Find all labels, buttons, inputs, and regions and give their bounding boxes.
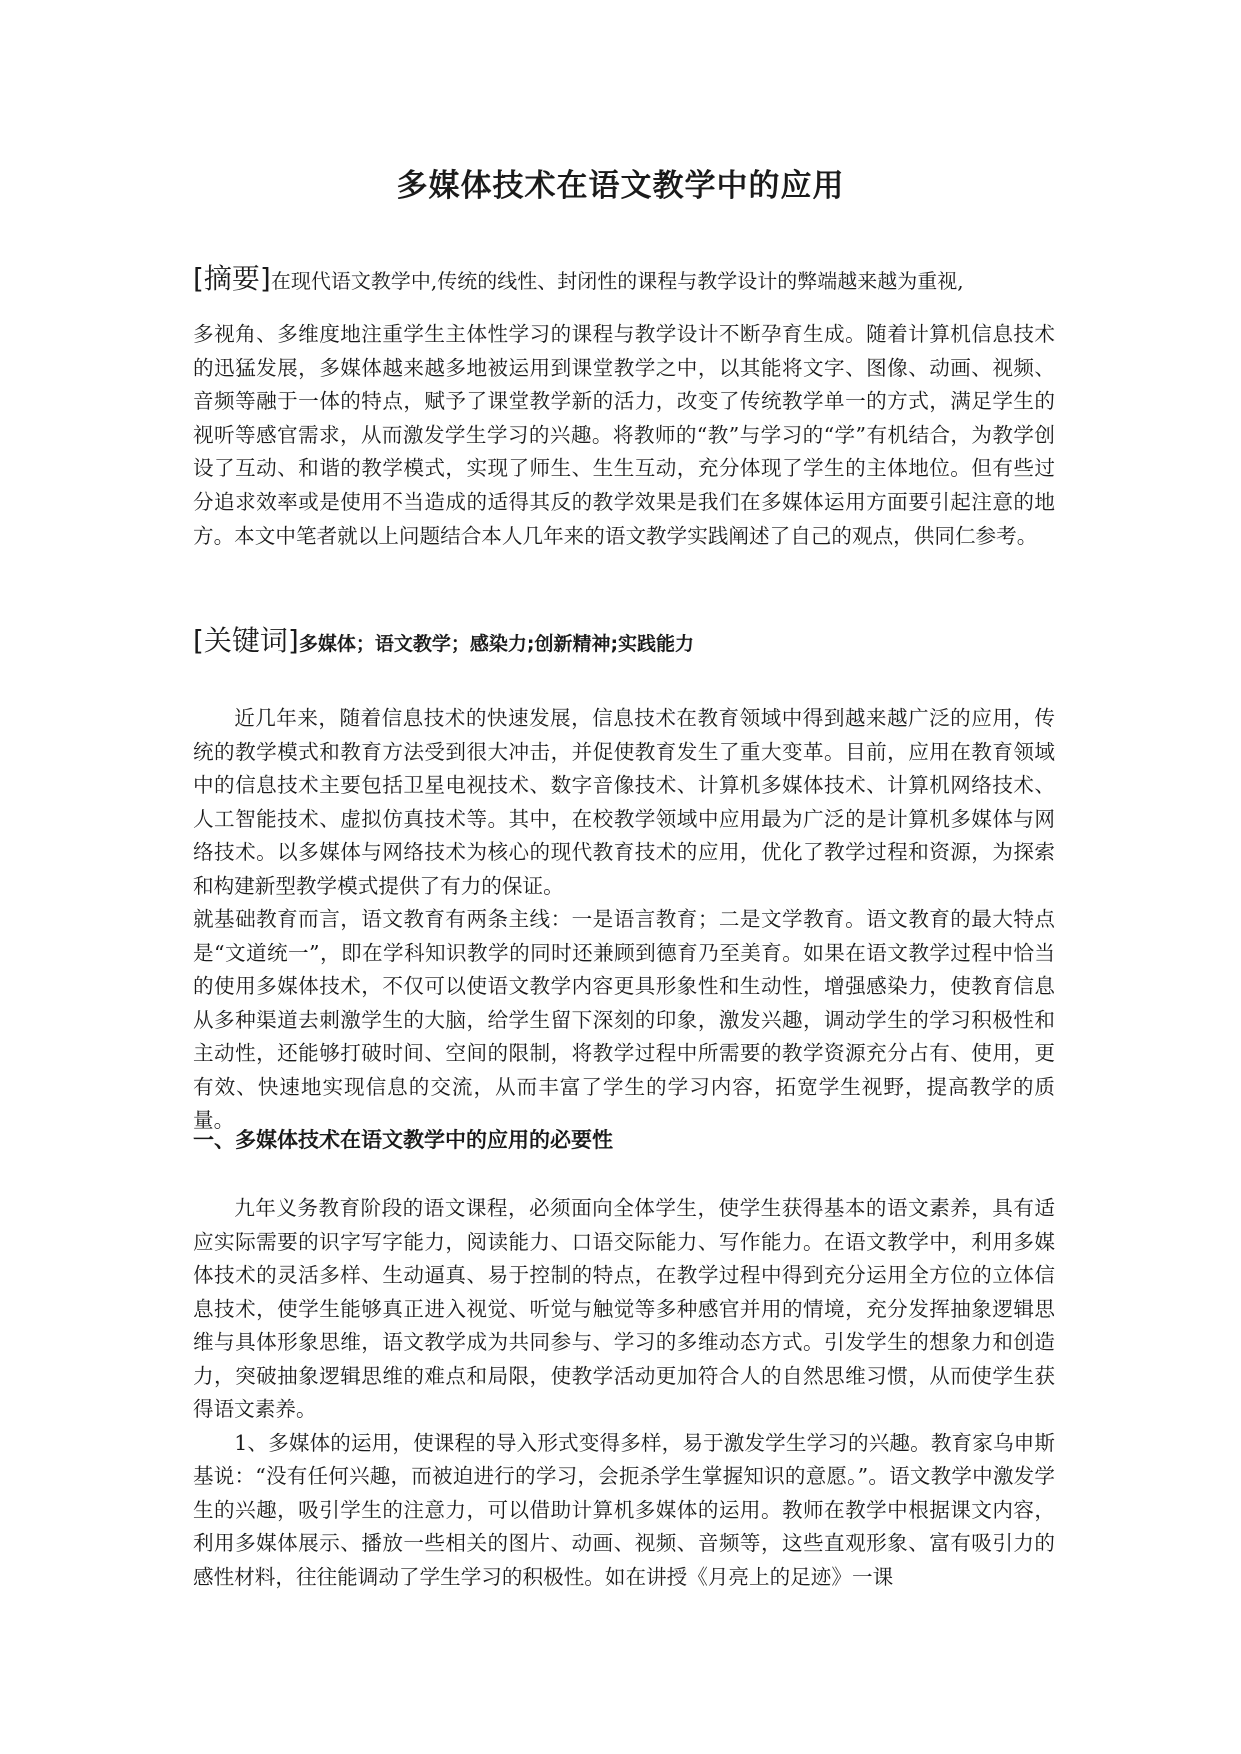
abstract-body: 多视角、多维度地注重学生主体性学习的课程与教学设计不断孕育生成。随着计算机信息技术的迅猛发展，多媒体越来越多地被运用到课堂教学之中，以其能将文字、图像、动画、视频、音频等融于一体的特点，赋予了课堂教学新的活力，改变了传统教学单一的方式，满足学生的视听等感官需求，从而激发学生学习的兴趣。将教师的“教”与学习的“学”有机结合，为教学创设了互动、和谐的教学模式，实现了师生、生生互动，充分体现了学生的主体地位。但有些过分追求效率或是使用不当造成的适得其反的教学效果是我们在多媒体运用方面要引起注意的地方。本文中笔者就以上问题结合本人几年来的语文教学实践阐述了自己的观点，供同仁参考。	[193, 322, 1055, 548]
section-1-body	[193, 1192, 1055, 1594]
abstract-first-text: 在现代语文教学中,传统的线性、封闭性的课程与教学设计的弊端越来越为重视,	[270, 269, 964, 293]
section-1-heading: 一、多媒体技术在语文教学中的应用的必要性	[193, 1128, 613, 1152]
document-title: 多媒体技术在语文教学中的应用	[396, 168, 845, 204]
intro-paragraph-1: 近几年来，随着信息技术的快速发展，信息技术在教育领域中得到越来越广泛的应用，传统的教学模式和教育方法受到很大冲击，并促使教育发生了重大变革。目前，应用在教育领域中的信息技术主要包括卫星电视技术、数字音像技术、计算机多媒体技术、计算机网络技术、人工智能技术、虚拟仿真技术等。其中，在校教学领域中应用最为广泛的是计算机多媒体与网络技术。以多媒体与网络技术为核心的现代教育技术的应用，优化了教学过程和资源，为探索和构建新型教学模式提供了有力的保证。	[193, 706, 1055, 898]
abstract-first-line	[193, 262, 1055, 298]
abstract-label: [摘要]	[193, 262, 271, 295]
keywords-label: [关键词]	[193, 624, 299, 657]
keywords-text: 多媒体；语文教学；感染力;创新精神;实践能力	[298, 633, 695, 655]
keywords-line	[193, 622, 1055, 663]
section-1-paragraph-2: 1、多媒体的运用，使课程的导入形式变得多样，易于激发学生学习的兴趣。教育家乌申斯基说：“没有任何兴趣，而被迫进行的学习，会扼杀学生掌握知识的意愿。”。语文教学中激发学生的兴趣，吸引学生的注意力，可以借助计算机多媒体的运用。教师在教学中根据课文内容，利用多媒体展示、播放一些相关的图片、动画、视频、音频等，这些直观形象、富有吸引力的感性材料，往往能调动了学生学习的积极性。如在讲授《月亮上的足迹》一课	[193, 1430, 1055, 1589]
intro-paragraph-2: 就基础教育而言，语文教育有两条主线：一是语言教育；二是文学教育。语文教育的最大特点是“文道统一”，即在学科知识教学的同时还兼顾到德育乃至美育。如果在语文教学过程中恰当的使用多媒体技术，不仅可以使语文教学内容更具形象性和生动性，增强感染力，使教育信息从多种渠道去刺激学生的大脑，给学生留下深刻的印象，激发兴趣，调动学生的学习积极性和主动性，还能够打破时间、空间的限制，将教学过程中所需要的教学资源充分占有、使用，更有效、快速地实现信息的交流，从而丰富了学生的学习内容，拓宽学生视野，提高教学的质量。	[193, 907, 1055, 1132]
intro-section	[193, 702, 1055, 1138]
section-1-paragraph-1: 九年义务教育阶段的语文课程，必须面向全体学生，使学生获得基本的语文素养，具有适应实际需要的识字写字能力，阅读能力、口语交际能力、写作能力。在语文教学中，利用多媒体技术的灵活多样、生动逼真、易于控制的特点，在教学过程中得到充分运用全方位的立体信息技术，使学生能够真正进入视觉、听觉与触觉等多种感官并用的情境，充分发挥抽象逻辑思维与具体形象思维，语文教学成为共同参与、学习的多维动态方式。引发学生的想象力和创造力，突破抽象逻辑思维的难点和局限，使教学活动更加符合人的自然思维习惯，从而使学生获得语文素养。	[193, 1196, 1055, 1421]
